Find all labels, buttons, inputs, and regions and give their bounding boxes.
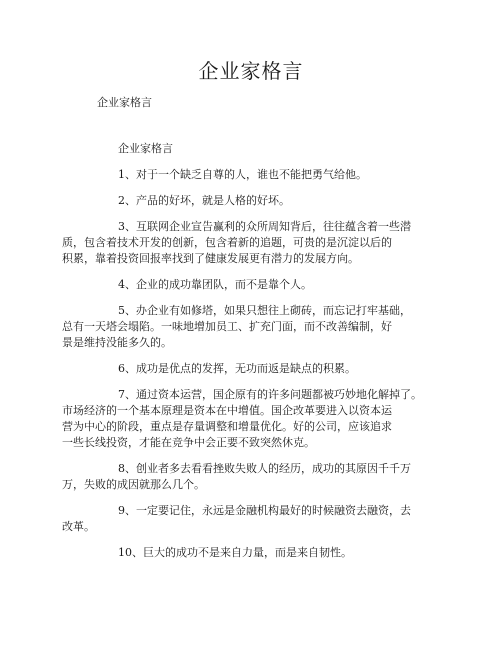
quote-line: 市场经济的一个基本原理是资本在中增值。国企改革要进入以资本运 [62,404,392,417]
quote-line: 8、创业者多去看看挫败失败人的经历，成功的其原因千千万 [118,462,411,475]
quote-line: 6、成功是优点的发挥，无功而返是缺点的积累。 [118,362,356,375]
quote-paragraph [62,361,442,377]
quote-paragraph [62,193,442,209]
quote-line: 2、产品的好坏，就是人格的好坏。 [118,194,290,207]
quote-paragraph [62,387,442,451]
quote-line: 万，失败的成因就那么几个。 [62,478,205,491]
quote-line: 9、一定要记住，永远是金融机构最好的时候融资去融资，去 [118,504,411,517]
document-title: 企业家格言 [198,59,304,83]
quote-paragraph [62,303,442,351]
quote-list [62,167,442,561]
quote-line: 7、通过资本运营，国企原有的许多问题都被巧妙地化解掉了。 [118,388,422,401]
quote-line: 积累，靠着投资回报率找到了健康发展更有潜力的发展方向。 [62,252,359,265]
quote-line: 景是维持没能多久的。 [62,336,172,349]
quote-line: 质，包含着技术开发的创新，包含着新的追题，可贵的是沉淀以后的 [62,236,392,249]
quote-line: 改革。 [62,520,95,533]
quote-line: 3、互联网企业宣告赢利的众所周知背后，往往蕴含着一些潜 [118,220,411,233]
quote-line: 4、企业的成功靠团队，而不是靠个人。 [118,278,312,291]
document-subtitle: 企业家格言 [97,96,152,109]
quote-paragraph [62,277,442,293]
quote-paragraph [62,461,442,493]
quote-paragraph [62,167,442,183]
document-body [62,141,442,571]
quote-line: 营为中心的阶段，重点是存量调整和增量优化。好的公司，应该追求 [62,420,392,433]
quote-paragraph [62,219,442,267]
quote-line: 5、办企业有如修塔，如果只想往上砌砖，而忘记打牢基础， [118,304,411,317]
quote-line: 10、巨大的成功不是来自力量，而是来自韧性。 [118,546,352,559]
quote-line: 总有一天塔会塌陷。一味地增加员工、扩充门面，而不改善编制，好 [62,320,392,333]
quote-line: 1、对于一个缺乏自尊的人，谁也不能把勇气给他。 [118,168,367,181]
section-heading: 企业家格言 [118,142,173,155]
quote-line: 一些长线投资，才能在竞争中会正要不致突然休克。 [62,436,315,449]
quote-paragraph [62,503,442,535]
quote-paragraph [62,545,442,561]
